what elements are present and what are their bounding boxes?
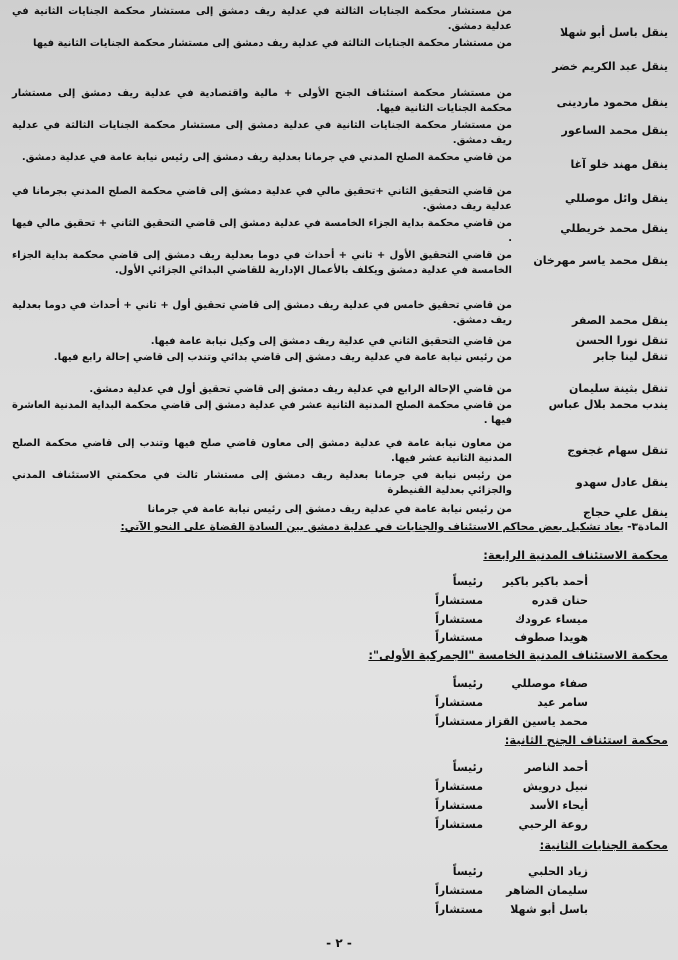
member-name: نبيل درويش	[522, 780, 588, 793]
transfer-name: تنقل سهام غجغوج	[567, 444, 668, 457]
transfer-desc: من مستشار محكمة الجنايات الثالثة في عدلية ريف دمشق إلى مستشار محكمة الجنايات الثانية في عدلية دمشق.	[12, 6, 512, 32]
member-role: مستشاراً	[435, 780, 483, 793]
transfer-name: ينقل عبد الكريم خضر	[552, 60, 668, 73]
member-name: باسل أبو شهلا	[510, 903, 588, 916]
transfer-name: ينقل علي حجاج	[582, 506, 668, 519]
member-role: مستشاراً	[435, 818, 483, 831]
member-role: مستشاراً	[435, 696, 483, 709]
transfer-desc: من رئيس نيابة في جرمانا بعدلية ريف دمشق إلى مستشار ثالث في محكمتي الاستئناف المدني والجزائي بعدلية القنيطرة	[12, 470, 512, 496]
member-role: رئيساً	[452, 761, 483, 774]
court-title: محكمة الجنايات الثانية:	[539, 838, 668, 852]
transfer-desc: من مستشار محكمة استئناف الجنح الأولى + مالية واقتصادية في عدلية ريف دمشق إلى مستشار محكمة الجنايات الثانية فيها.	[12, 88, 512, 114]
court-title: محكمة الاستئناف المدنية الخامسة "الجمركية الأولى":	[368, 648, 668, 662]
transfer-desc: من معاون نيابة عامة في عدلية دمشق إلى معاون قاضي صلح فيها وتندب إلى قاضي محكمة الصلح المدنية الثانية عشر فيها.	[12, 438, 512, 464]
transfer-desc: من قاضي التحقيق الثاني في عدلية ريف دمشق إلى وكيل نيابة عامة فيها.	[150, 336, 512, 347]
member-role: مستشاراً	[435, 903, 483, 916]
member-name: أحمد الناصر	[524, 761, 588, 774]
transfer-name: تنقل لينا جابر	[593, 350, 668, 363]
article-text: يعاد تشكيل بعض محاكم الاستئناف والجنايات في عدلية دمشق بين السادة القضاة على النحو الآتي:	[120, 521, 624, 533]
court-title: محكمة استئناف الجنح الثانية:	[504, 733, 668, 747]
court-title: محكمة الاستئناف المدنية الرابعة:	[483, 548, 668, 562]
member-role: مستشاراً	[435, 884, 483, 897]
transfer-desc: من قاضي محكمة بداية الجزاء الخامسة في عدلية دمشق إلى قاضي التحقيق الثاني + تحقيق مالي فيها .	[12, 218, 512, 244]
member-role: مستشاراً	[435, 799, 483, 812]
transfer-name: ينقل وائل موصللي	[564, 192, 668, 205]
transfer-name: ينقل عادل سهدو	[575, 476, 668, 489]
member-name: حنان قدره	[531, 594, 588, 607]
member-role: رئيساً	[452, 575, 483, 588]
transfer-name: تنقل نورا الحسن	[575, 334, 668, 347]
member-role: مستشاراً	[435, 631, 483, 644]
transfer-desc: من قاضي التحقيق الثاني +تحقيق مالي في عدلية دمشق إلى قاضي محكمة الصلح المدني بجرمانا في عدلية ريف دمشق.	[12, 186, 512, 212]
member-name: سليمان الضاهر	[506, 884, 588, 897]
transfer-desc: من قاضي محكمة الصلح المدنية الثانية عشر في عدلية دمشق إلى قاضي محكمة البداية المدنية العاشرة فيها .	[12, 400, 512, 426]
transfer-desc: من قاضي تحقيق خامس في عدلية ريف دمشق إلى قاضي تحقيق أول + ثاني + أحداث في دوما بعدلية ريف دمشق.	[12, 300, 512, 326]
transfer-name: ينقل محمد خريطلي	[560, 222, 668, 235]
transfer-desc: من رئيس نيابة عامة في عدلية ريف دمشق إلى قاضي بدائي وتندب إلى قاضي إحالة رابع فيها.	[53, 352, 512, 363]
transfer-name: يندب محمد بلال عباس	[548, 398, 668, 411]
member-role: رئيساً	[452, 677, 483, 690]
transfer-name: ينقل مهند خلو آغا	[570, 158, 668, 171]
member-role: مستشاراً	[435, 715, 483, 728]
member-name: محمد ياسين القزاز	[485, 715, 588, 728]
transfer-name: تنقل بثينة سليمان	[569, 382, 668, 395]
transfer-desc: من مستشار محكمة الجنايات الثانية في عدلية دمشق إلى مستشار محكمة الجنايات الثالثة في عدلية ريف دمشق.	[12, 120, 512, 146]
member-name: أحمد باكير باكير	[502, 575, 588, 588]
transfer-desc: من قاضي الإحالة الرابع في عدلية ريف دمشق إلى قاضي تحقيق أول في عدلية دمشق.	[89, 384, 512, 395]
member-name: زياد الحلبي	[527, 865, 588, 878]
page-number: - ٢ -	[326, 936, 352, 950]
transfer-name: ينقل محمود ماردينى	[556, 96, 668, 109]
article-label: المادة٣-	[627, 521, 668, 533]
transfer-desc: من قاضي محكمة الصلح المدني في جرمانا بعدلية ريف دمشق إلى رئيس نيابة عامة في عدلية دمشق.	[21, 152, 512, 163]
transfer-name: ينقل محمد الصفر	[572, 314, 668, 327]
transfer-name: ينقل محمد الساعور	[561, 124, 668, 137]
member-name: صفاء موصللي	[511, 677, 588, 690]
member-role: مستشاراً	[435, 594, 483, 607]
member-name: هويدا صطوف	[514, 631, 588, 644]
member-name: ميساء عرودك	[515, 613, 588, 626]
member-role: مستشاراً	[435, 613, 483, 626]
member-name: سامر عيد	[537, 696, 588, 709]
transfer-desc: من قاضي التحقيق الأول + ثاني + أحداث في دوما بعدلية ريف دمشق إلى قاضي محكمة بداية الجزاء الخامسة في عدلية دمشق ويكلف بالأعمال الإدارية للقاضي البدائي الجزائي الأول.	[12, 250, 512, 276]
transfer-desc: من رئيس نيابة عامة في عدلية ريف دمشق إلى رئيس نيابة عامة في جرمانا	[147, 504, 512, 515]
member-name: أيحاء الأسد	[529, 799, 588, 812]
member-name: روعة الرحبي	[518, 818, 588, 831]
article-3	[8, 520, 668, 535]
transfer-name: ينقل محمد ياسر مهرخان	[533, 254, 668, 267]
transfer-desc: من مستشار محكمة الجنايات الثالثة في عدلية ريف دمشق إلى مستشار محكمة الجنايات الثانية فيها	[33, 38, 512, 49]
member-role: رئيساً	[452, 865, 483, 878]
transfer-name: ينقل باسل أبو شهلا	[560, 26, 668, 39]
